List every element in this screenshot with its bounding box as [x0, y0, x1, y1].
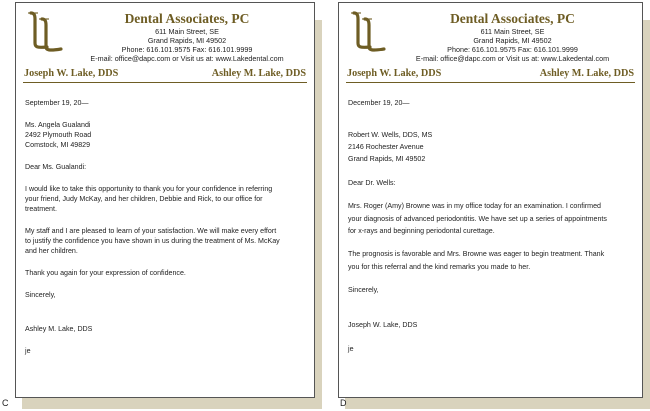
body-line: The prognosis is favorable and Mrs. Browne was eager to begin treatment. Thank [348, 250, 605, 258]
email-website: E-mail: office@dapc.com or Visit us at: www.Lakedental.com [415, 54, 610, 63]
signature-name: Ashley M. Lake, DDS [25, 325, 93, 333]
signature-name: Joseph W. Lake, DDS [348, 321, 418, 329]
recipient-name: Robert W. Wells, DDS, MS [348, 131, 433, 139]
body-line: I would like to take this opportunity to thank you for your confidence in referring [25, 185, 273, 193]
letter-d [338, 2, 643, 398]
doctor-name-right: Ashley M. Lake, DDS [539, 68, 634, 79]
typist-initials: je [348, 345, 354, 353]
email-website: E-mail: office@dapc.com or Visit us at: www.Lakedental.com [90, 54, 284, 63]
doctor-name-left: Joseph W. Lake, DDS [347, 68, 442, 79]
phone-fax: Phone: 616.101.9575 Fax: 616.101.9999 [447, 45, 578, 54]
recipient-city: Grand Rapids, MI 49502 [348, 155, 426, 163]
body-line: your diagnosis of advanced periodontitis. We have set up a series of appointments [348, 215, 607, 223]
company-name: Dental Associates, PC [124, 11, 250, 26]
typist-initials: je [25, 347, 31, 355]
recipient-city: Comstock, MI 49829 [25, 141, 91, 149]
city-state-zip: Grand Rapids, MI 49502 [147, 36, 227, 45]
figure-label-d: D [340, 398, 347, 408]
body-line: to justify the confidence you have shown in us during the treatment of Ms. McKay [25, 237, 280, 245]
body-line: you for this referral and the kind remarks you made to her. [348, 263, 531, 271]
closing: Sincerely, [25, 291, 56, 299]
salutation: Dear Ms. Gualandi: [25, 163, 87, 171]
body-line: Mrs. Roger (Amy) Browne was in my office today for an examination. I confirmed [348, 202, 601, 210]
street-address: 611 Main Street, SE [480, 27, 545, 36]
company-name: Dental Associates, PC [450, 11, 575, 26]
recipient-street: 2146 Rochester Avenue [348, 143, 424, 151]
letter-date: September 19, 20— [25, 99, 89, 107]
body-line: your friend, Judy McKay, and her children, Debbie and Rick, to our office for [25, 195, 263, 203]
figure-label-c: C [2, 398, 9, 408]
body-line: treatment. [25, 205, 57, 213]
body-line: Thank you again for your expression of confidence. [25, 269, 186, 277]
phone-fax: Phone: 616.101.9575 Fax: 616.101.9999 [121, 45, 253, 54]
ll-monogram-logo [348, 10, 388, 52]
ll-monogram-logo [25, 10, 65, 52]
body-line: My staff and I are pleased to learn of your satisfaction. We will make every effort [25, 227, 277, 235]
street-address: 611 Main Street, SE [155, 27, 219, 36]
body-line: for x-rays and beginning periodontal curettage. [348, 227, 495, 235]
letter-c [15, 2, 315, 398]
closing: Sincerely, [348, 286, 379, 294]
letterhead-divider [346, 82, 635, 83]
recipient-name: Ms. Angela Gualandi [25, 121, 91, 129]
letter-date: December 19, 20— [348, 99, 410, 107]
salutation: Dear Dr. Wells: [348, 179, 396, 187]
city-state-zip: Grand Rapids, MI 49502 [473, 36, 552, 45]
recipient-street: 2492 Plymouth Road [25, 131, 92, 139]
doctor-name-left: Joseph W. Lake, DDS [24, 68, 119, 79]
letterhead-divider [23, 82, 307, 83]
doctor-name-right: Ashley M. Lake, DDS [211, 68, 306, 79]
body-line: and her children. [25, 247, 78, 255]
